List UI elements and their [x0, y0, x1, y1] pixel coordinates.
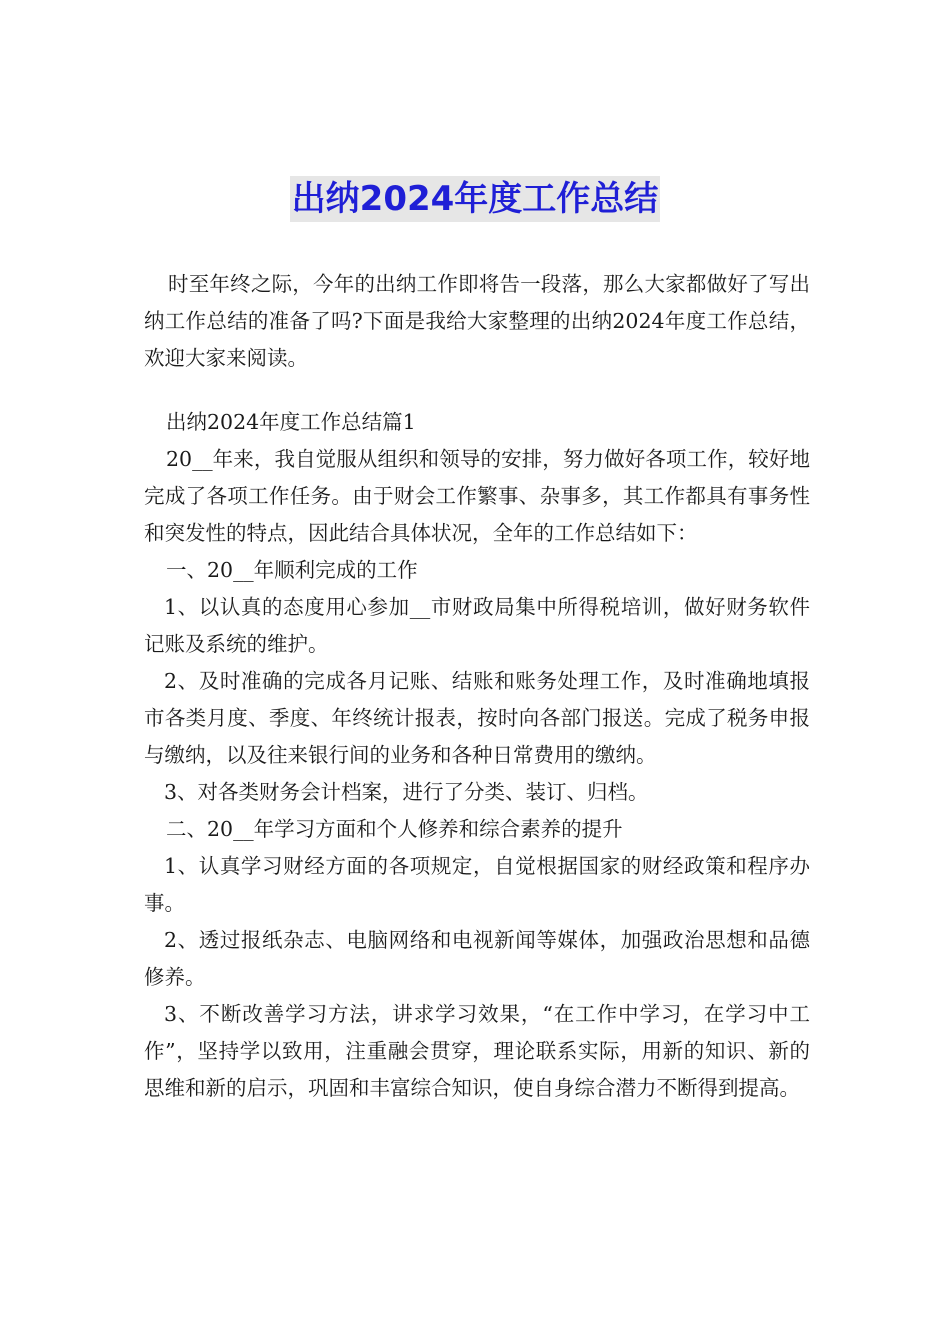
part1-item: 1、以认真的态度用心参加__市财政局集中所得税培训，做好财务软件记账及系统的维护。 — [144, 595, 810, 656]
part1-item: 2、及时准确的完成各月记账、结账和账务处理工作，及时准确地填报市各类月度、季度、年终统计报表，按时向各部门报送。完成了税务申报与缴纳，以及往来银行间的业务和各种日常费用的缴纳。 — [144, 669, 810, 767]
opening-paragraph: 20__年来，我自觉服从组织和领导的安排，努力做好各项工作，较好地完成了各项工作任务。由于财会工作繁事、杂事多，其工作都具有事务性和突发性的特点，因此结合具体状况，全年的工作总结如下： — [144, 447, 810, 545]
intro-paragraph: 时至年终之际，今年的出纳工作即将告一段落，那么大家都做好了写出纳工作总结的准备了吗?下面是我给大家整理的出纳2024年度工作总结，欢迎大家来阅读。 — [144, 272, 810, 370]
part2-item: 1、认真学习财经方面的各项规定，自觉根据国家的财经政策和程序办事。 — [144, 854, 810, 915]
part1-heading: 一、20__年顺利完成的工作 — [166, 558, 418, 582]
paragraph-spacer — [144, 377, 810, 404]
document-body — [144, 266, 810, 1107]
section-title: 出纳2024年度工作总结篇1 — [166, 410, 416, 434]
part2-item: 2、透过报纸杂志、电脑网络和电视新闻等媒体，加强政治思想和品德修养。 — [144, 928, 810, 989]
part1-item: 3、对各类财务会计档案，进行了分类、装订、归档。 — [164, 780, 649, 804]
part2-heading: 二、20__年学习方面和个人修养和综合素养的提升 — [166, 817, 623, 841]
title-container — [0, 176, 950, 222]
part2-item: 3、不断改善学习方法，讲求学习效果，“在工作中学习，在学习中工作”，坚持学以致用，注重融会贯穿，理论联系实际，用新的知识、新的思维和新的启示，巩固和丰富综合知识，使自身综合潜力不断得到提高。 — [144, 1002, 810, 1100]
document-title: 出纳2024年度工作总结 — [290, 176, 661, 222]
